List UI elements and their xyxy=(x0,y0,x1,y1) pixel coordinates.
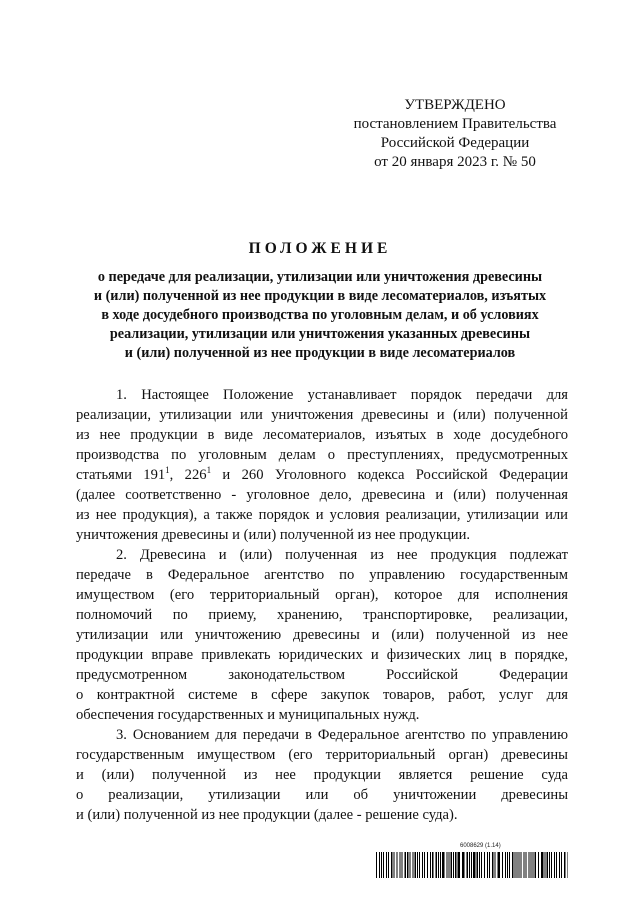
barcode-bar xyxy=(512,852,514,878)
barcode-bar xyxy=(388,852,389,878)
barcode-bar xyxy=(467,852,469,878)
barcode-bar xyxy=(524,852,525,878)
subtitle-line: о передаче для реализации, утилизации или уничтожения древесины xyxy=(97,269,543,285)
text-line: 3. Основанием для передачи в Федеральное агентство по управлению xyxy=(116,727,568,743)
subtitle-line: и (или) полученной из нее продукции в виде лесоматериалов, изъятых xyxy=(93,288,547,304)
text-line: государственным имуществом (его территориальный орган) древесины xyxy=(76,747,568,763)
text-line: предусмотренном законодательством Российской Федерации xyxy=(76,667,568,683)
barcode-bar xyxy=(383,852,384,878)
barcode-bar xyxy=(397,852,398,878)
text-line: и (или) полученной из нее продукции (далее - решение суда). xyxy=(76,807,458,823)
barcode-bar xyxy=(419,852,420,878)
approval-date-number: от 20 января 2023 г. № 50 xyxy=(374,154,536,170)
barcode-bar xyxy=(541,852,544,878)
barcode-bar xyxy=(492,852,494,878)
barcode-bar xyxy=(432,852,434,878)
barcode-bar xyxy=(424,852,425,878)
barcode-bar xyxy=(447,852,448,878)
barcode-bar xyxy=(427,852,428,878)
barcode-bar xyxy=(517,852,518,878)
text-line: уничтожения древесины и (или) полученной из нее продукции. xyxy=(76,527,471,543)
text-line: о контрактной системе в сфере закупок товаров, работ, услуг для xyxy=(76,687,568,703)
text-line: имуществом (его территориальный орган), которое для исполнения xyxy=(76,587,568,603)
barcode-bar xyxy=(529,852,530,878)
barcode-bar xyxy=(413,852,414,878)
barcode-bar xyxy=(449,852,450,878)
subtitle-line: реализации, утилизации или уничтожения указанных древесины xyxy=(109,326,531,342)
barcode-bar xyxy=(471,852,472,878)
barcode-bar xyxy=(554,852,555,878)
subtitle-line: в ходе досудебного производства по уголовным делам, и об условиях xyxy=(101,307,539,323)
barcode-bar xyxy=(479,852,480,878)
paragraph-1 xyxy=(76,385,568,545)
text-line: из нее продукции в виде лесоматериалов, изъятых в ходе досудебного xyxy=(76,427,568,443)
document-subtitle xyxy=(70,268,570,363)
document-title: ПОЛОЖЕНИЕ xyxy=(248,240,392,257)
barcode-bar xyxy=(391,852,393,878)
barcode-bar xyxy=(376,852,377,878)
barcode-bar xyxy=(462,852,465,878)
text-line: полномочий по приему, хранению, транспортировке, реализации, xyxy=(76,607,568,623)
barcode-bar xyxy=(451,852,453,878)
barcode-bar xyxy=(502,852,503,878)
paragraph-3 xyxy=(76,725,568,825)
barcode-bar xyxy=(477,852,479,878)
barcode-label: 6008629 (1.14) xyxy=(460,843,501,849)
barcode-bar xyxy=(394,852,395,878)
text-line: и (или) полученной из нее продукции является решение суда xyxy=(76,767,568,783)
barcode-bar xyxy=(505,852,506,878)
text-line: (далее соответственно - уголовное дело, древесина и (или) полученная xyxy=(76,487,568,503)
document-body xyxy=(76,385,568,825)
barcode-bar xyxy=(455,852,457,878)
barcode-bar xyxy=(386,852,387,878)
barcode-bar xyxy=(407,852,409,878)
barcode-bar xyxy=(417,852,418,878)
barcode-bar xyxy=(453,852,454,878)
barcode-bar xyxy=(440,852,441,878)
text-line: утилизации или уничтожению древесины и (или) полученной из нее xyxy=(76,627,568,643)
barcode-bar xyxy=(531,852,532,878)
barcode-bar xyxy=(549,852,550,878)
barcode-bar xyxy=(521,852,522,878)
barcode-bar xyxy=(535,852,537,878)
superscript: 1 xyxy=(206,465,212,475)
text-line: о реализации, утилизации или об уничтожении древесины xyxy=(76,787,568,803)
barcode-bar xyxy=(564,852,566,878)
approval-authority: Российской Федерации xyxy=(380,135,530,151)
text-line: реализации, утилизации или уничтожения древесины и (или) полученной xyxy=(76,407,568,423)
barcode-bar xyxy=(487,852,488,878)
barcode-bar xyxy=(519,852,520,878)
approval-stamp xyxy=(340,96,570,172)
barcode-bar xyxy=(556,852,557,878)
barcode-bar xyxy=(469,852,470,878)
barcode-bar xyxy=(402,852,403,878)
barcode-bar xyxy=(481,852,482,878)
barcode-bar xyxy=(498,852,501,878)
barcode-bar xyxy=(415,852,417,878)
barcode-bar xyxy=(381,852,382,878)
text-line: обеспечения государственных и муниципальных нужд. xyxy=(76,707,420,723)
barcode-bar xyxy=(430,852,431,878)
barcode-bar xyxy=(559,852,560,878)
articles-text-c: и 260 Уголовного кодекса Российской Федерации xyxy=(211,467,569,483)
barcode-bar xyxy=(438,852,439,878)
superscript: 1 xyxy=(165,465,170,475)
subtitle-line: и (или) полученной из нее продукции в виде лесоматериалов xyxy=(124,345,516,361)
barcode-bar xyxy=(495,852,496,878)
articles-text-a: статьями 191 xyxy=(76,467,166,483)
approval-resolution: постановлением Правительства xyxy=(353,116,557,132)
barcode-bar xyxy=(509,852,510,878)
barcode-bar xyxy=(515,852,516,878)
text-line: производства по уголовным делам о преступлениях, предусмотренных xyxy=(76,447,568,463)
barcode-bar xyxy=(442,852,445,878)
text-line: 1. Настоящее Положение устанавливает порядок передачи для xyxy=(116,387,568,403)
articles-text-b: , 226 xyxy=(169,467,207,483)
paragraph-2 xyxy=(76,545,568,725)
text-line: 2. Древесина и (или) полученная из нее продукция подлежат xyxy=(116,547,568,563)
barcode-bar xyxy=(568,852,569,878)
barcode-bar xyxy=(410,852,411,878)
barcode-bar xyxy=(526,852,527,878)
barcode-bar xyxy=(458,852,461,878)
barcode-bar xyxy=(484,852,485,878)
barcode-bar xyxy=(473,852,476,878)
barcode-bar xyxy=(533,852,534,878)
text-line: передаче в Федеральное агентство по управлению государственным xyxy=(76,567,568,583)
barcode-bar xyxy=(400,852,401,878)
approval-heading: УТВЕРЖДЕНО xyxy=(404,97,506,113)
barcode-bar xyxy=(422,852,423,878)
barcode-bar xyxy=(405,852,407,878)
barcode-bar xyxy=(551,852,552,878)
barcode-bar xyxy=(436,852,438,878)
barcode-bar xyxy=(507,852,508,878)
text-line: из нее продукция), а также порядок и условия реализации, утилизации или xyxy=(76,507,568,523)
barcode-bar xyxy=(489,852,490,878)
barcode-image xyxy=(376,852,568,878)
barcode-bar xyxy=(547,852,549,878)
barcode-bar xyxy=(561,852,562,878)
barcode-bar xyxy=(379,852,380,878)
barcode-bar xyxy=(538,852,539,878)
text-line: продукции вправе привлекать юридических и физических лиц в порядке, xyxy=(76,647,568,663)
barcode-bar xyxy=(545,852,546,878)
text-line-with-articles xyxy=(76,465,568,485)
